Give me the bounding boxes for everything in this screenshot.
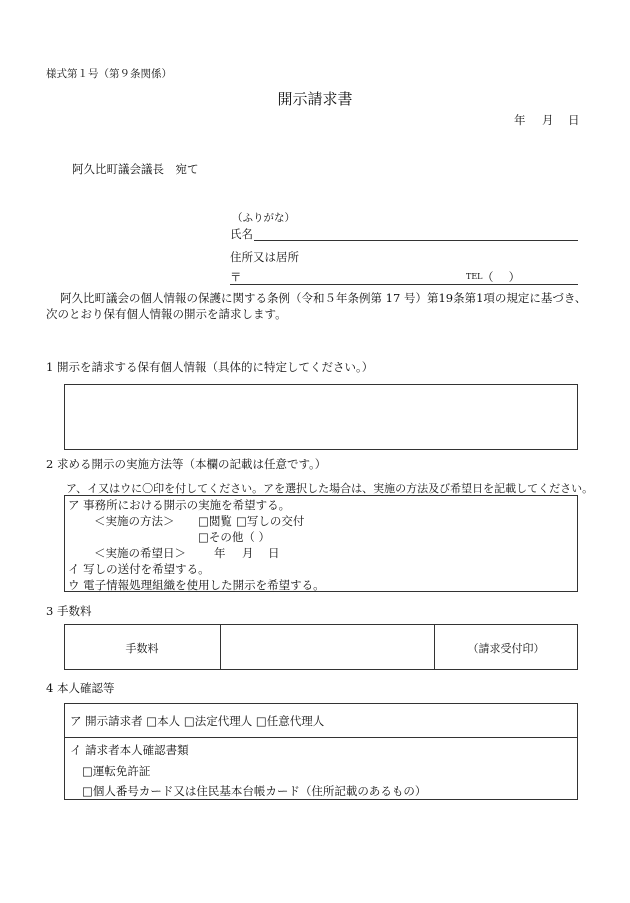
section4-heading: 4 本人確認等 (46, 681, 115, 695)
option-b[interactable]: イ 写しの送付を希望する。 (68, 562, 210, 576)
page-title: 開示請求書 (277, 90, 353, 108)
desired-day[interactable]: 日 (268, 546, 280, 560)
method-label: ＜実施の方法＞ (94, 514, 175, 528)
method-other-checkbox[interactable]: □その他（ ） (198, 530, 271, 544)
identity-row-a[interactable]: ア 開示請求者 □本人 □法定代理人 □任意代理人 (70, 714, 325, 728)
desired-year[interactable]: 年 (214, 546, 226, 560)
addressee: 阿久比町議会議長 宛て (72, 162, 199, 176)
address-label: 住所又は居所 (230, 250, 299, 264)
identity-row-i: イ 請求者本人確認書類 (70, 743, 189, 757)
intro-line-2: 次のとおり保有個人情報の開示を請求します。 (46, 307, 287, 321)
section2-heading: 2 求める開示の実施方法等（本欄の記載は任意です。） (46, 457, 327, 471)
section1-heading: 1 開示を請求する保有個人情報（具体的に特定してください。） (46, 360, 374, 374)
tel-parens[interactable]: （ ） (482, 270, 521, 284)
personal-info-box[interactable] (64, 384, 578, 450)
option-c[interactable]: ウ 電子情報処理組織を使用した開示を希望する。 (68, 578, 325, 592)
section3-heading: 3 手数料 (46, 604, 92, 618)
stamp-label: （請求受付印） (467, 642, 545, 655)
tel-label: TEL (466, 272, 483, 281)
date-day[interactable]: 日 (568, 113, 580, 127)
form-number: 様式第１号（第９条関係） (46, 68, 172, 80)
doc-license-checkbox[interactable]: □運転免許証 (82, 764, 151, 778)
method-copy-checkbox[interactable]: □写しの交付 (236, 514, 305, 528)
name-field[interactable] (254, 240, 578, 241)
date-month[interactable]: 月 (542, 113, 554, 127)
fee-divider-1 (220, 624, 221, 670)
doc-card-checkbox[interactable]: □個人番号カード又は住民基本台帳カード（住所記載のあるもの） (82, 784, 427, 798)
desired-month[interactable]: 月 (242, 546, 254, 560)
intro-line-1: 阿久比町議会の個人情報の保護に関する条例（令和５年条例第 17 号）第19条第1項の規定に基づき、 (60, 291, 587, 305)
section2-instruction: ア、イ又はウに〇印を付してください。アを選択した場合は、実施の方法及び希望日を記載してください。 (66, 482, 594, 495)
postal-mark: 〒 (230, 270, 242, 284)
furigana-label: （ふりがな） (232, 212, 295, 224)
address-field[interactable] (230, 284, 578, 285)
date-label: ＜実施の希望日＞ (94, 546, 186, 560)
identity-divider (64, 737, 578, 738)
option-a[interactable]: ア 事務所における開示の実施を希望する。 (68, 498, 291, 512)
fee-label: 手数料 (125, 642, 159, 655)
name-label: 氏名 (230, 227, 253, 241)
method-view-checkbox[interactable]: □閲覧 (198, 514, 232, 528)
date-year[interactable]: 年 (514, 113, 526, 127)
